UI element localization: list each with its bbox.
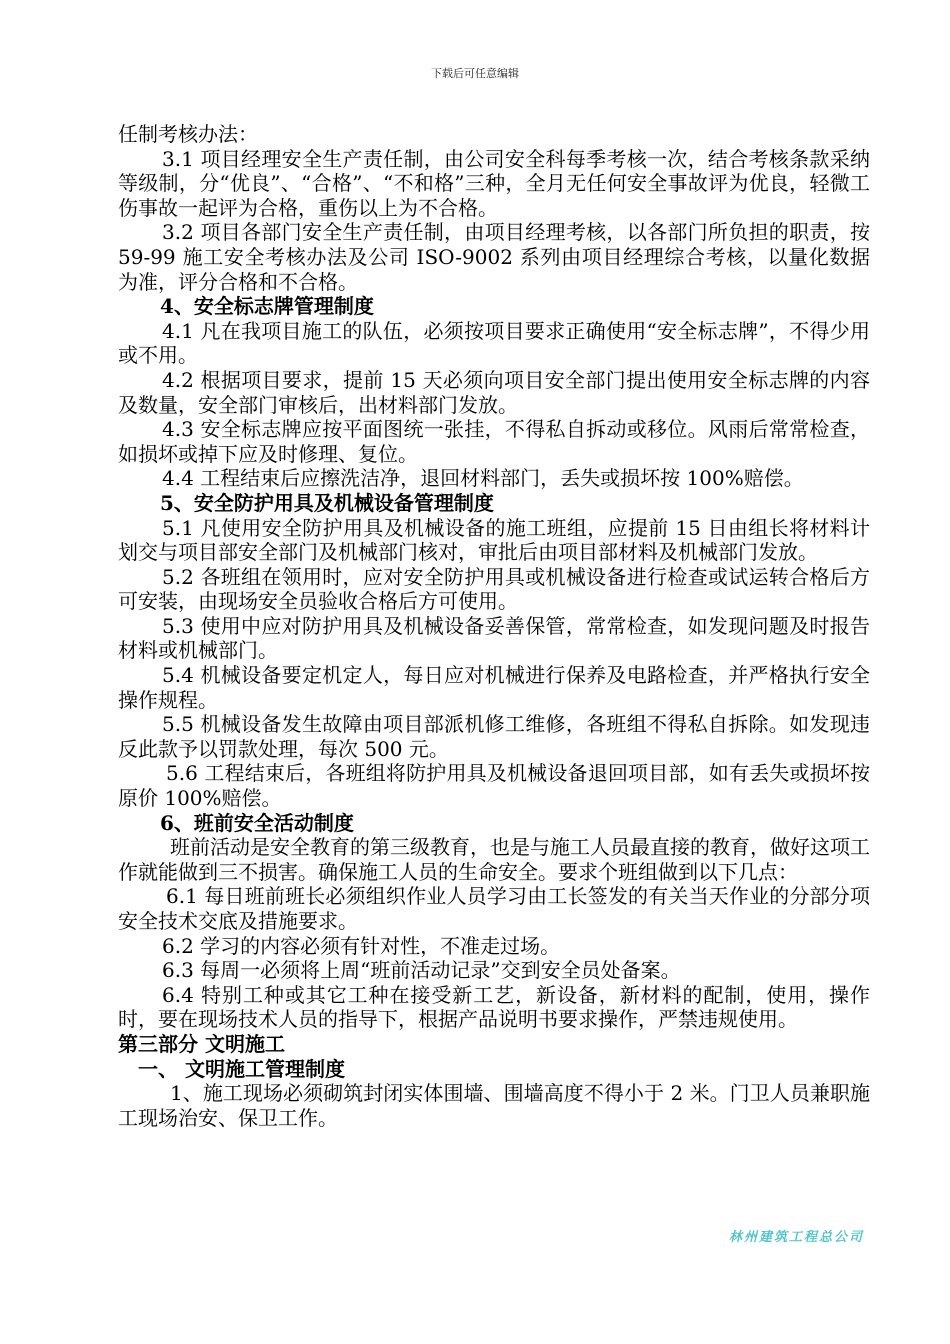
paragraph: 5.6 工程结束后，各班组将防护用具及机械设备退回项目部，如有丢失或损坏按原价 100%赔偿。 (118, 761, 870, 811)
section-heading: 4、安全标志牌管理制度 (160, 294, 374, 319)
section-heading: 一、 文明施工管理制度 (138, 1056, 345, 1081)
paragraph: 5.2 各班组在领用时，应对安全防护用具或机械设备进行检查或试运转合格后方可安装，由现场安全员验收合格后方可使用。 (118, 564, 870, 614)
paragraph: 6.2 学习的内容必须有针对性，不准走过场。 (162, 933, 561, 958)
document-body (118, 122, 870, 1130)
paragraph: 4.1 凡在我项目施工的队伍，必须按项目要求正确使用“安全标志牌”，不得少用或不用。 (118, 318, 870, 368)
paragraph: 5.5 机械设备发生故障由项目部派机修工维修，各班组不得私自拆除。如发现违反此款予以罚款处理，每次 500 元。 (118, 712, 870, 761)
paragraph: 4.3 安全标志牌应按平面图统一张挂，不得私自拆动或移位。风雨后常常检查，如损坏或掉下应及时修理、复位。 (118, 417, 870, 466)
paragraph: 4.2 根据项目要求，提前 15 天必须向项目安全部门提出使用安全标志牌的内容及数量，安全部门审核后，出材料部门发放。 (118, 367, 870, 417)
paragraph: 6.3 每周一必须将上周“班前活动记录”交到安全员处备案。 (162, 958, 681, 983)
paragraph: 4.4 工程结束后应擦洗洁净，退回材料部门，丢失或损坏按 100%赔偿。 (162, 466, 804, 491)
section-heading: 第三部分 文明施工 (118, 1031, 285, 1056)
section-heading: 6、班前安全活动制度 (160, 810, 354, 835)
paragraph: 5.1 凡使用安全防护用具及机械设备的施工班组，应提前 15 日由组长将材料计划交与项目部安全部门及机械部门核对，审批后由项目部材料及机械部门发放。 (118, 515, 870, 565)
paragraph: 任制考核办法： (118, 122, 258, 146)
paragraph: 班前活动是安全教育的第三级教育，也是与施工人员最直接的教育，做好这项工作就能做到三不损害。确保施工人员的生命安全。要求个班组做到以下几点： (118, 835, 870, 884)
paragraph: 6.4 特别工种或其它工种在接受新工艺，新设备，新材料的配制，使用，操作时，要在现场技术人员的指导下，根据产品说明书要求操作，严禁违规使用。 (118, 982, 870, 1032)
paragraph: 5.4 机械设备要定机定人，每日应对机械进行保养及电路检查，并严格执行安全操作规程。 (118, 663, 870, 712)
paragraph: 3.2 项目各部门安全生产责任制，由项目经理考核，以各部门所负担的职责，按 59-99 施工安全考核办法及公司 ISO-9002 系列由项目经理综合考核，以量化数据为准，评分合格和不合格。 (118, 220, 870, 294)
paragraph: 1、施工现场必须砌筑封闭实体围墙、围墙高度不得小于 2 米。门卫人员兼职施工现场治安、保卫工作。 (118, 1081, 870, 1130)
paragraph: 5.3 使用中应对防护用具及机械设备妥善保管，常常检查，如发现问题及时报告材料或机械部门。 (118, 613, 870, 663)
company-footer: 林州建筑工程总公司 (728, 1230, 864, 1245)
paragraph: 6.1 每日班前班长必须组织作业人员学习由工长签发的有关当天作业的分部分项安全技术交底及措施要求。 (118, 884, 870, 933)
paragraph: 3.1 项目经理安全生产责任制，由公司安全科每季考核一次，结合考核条款采纳等级制，分“优良”、“合格”、“不和格”三种，全月无任何安全事故评为优良，轻微工伤事故一起评为合格，重伤以上为不合格。 (118, 146, 870, 220)
section-heading: 5、安全防护用具及机械设备管理制度 (160, 490, 494, 515)
page-header: 下载后可任意编辑 (431, 67, 519, 80)
